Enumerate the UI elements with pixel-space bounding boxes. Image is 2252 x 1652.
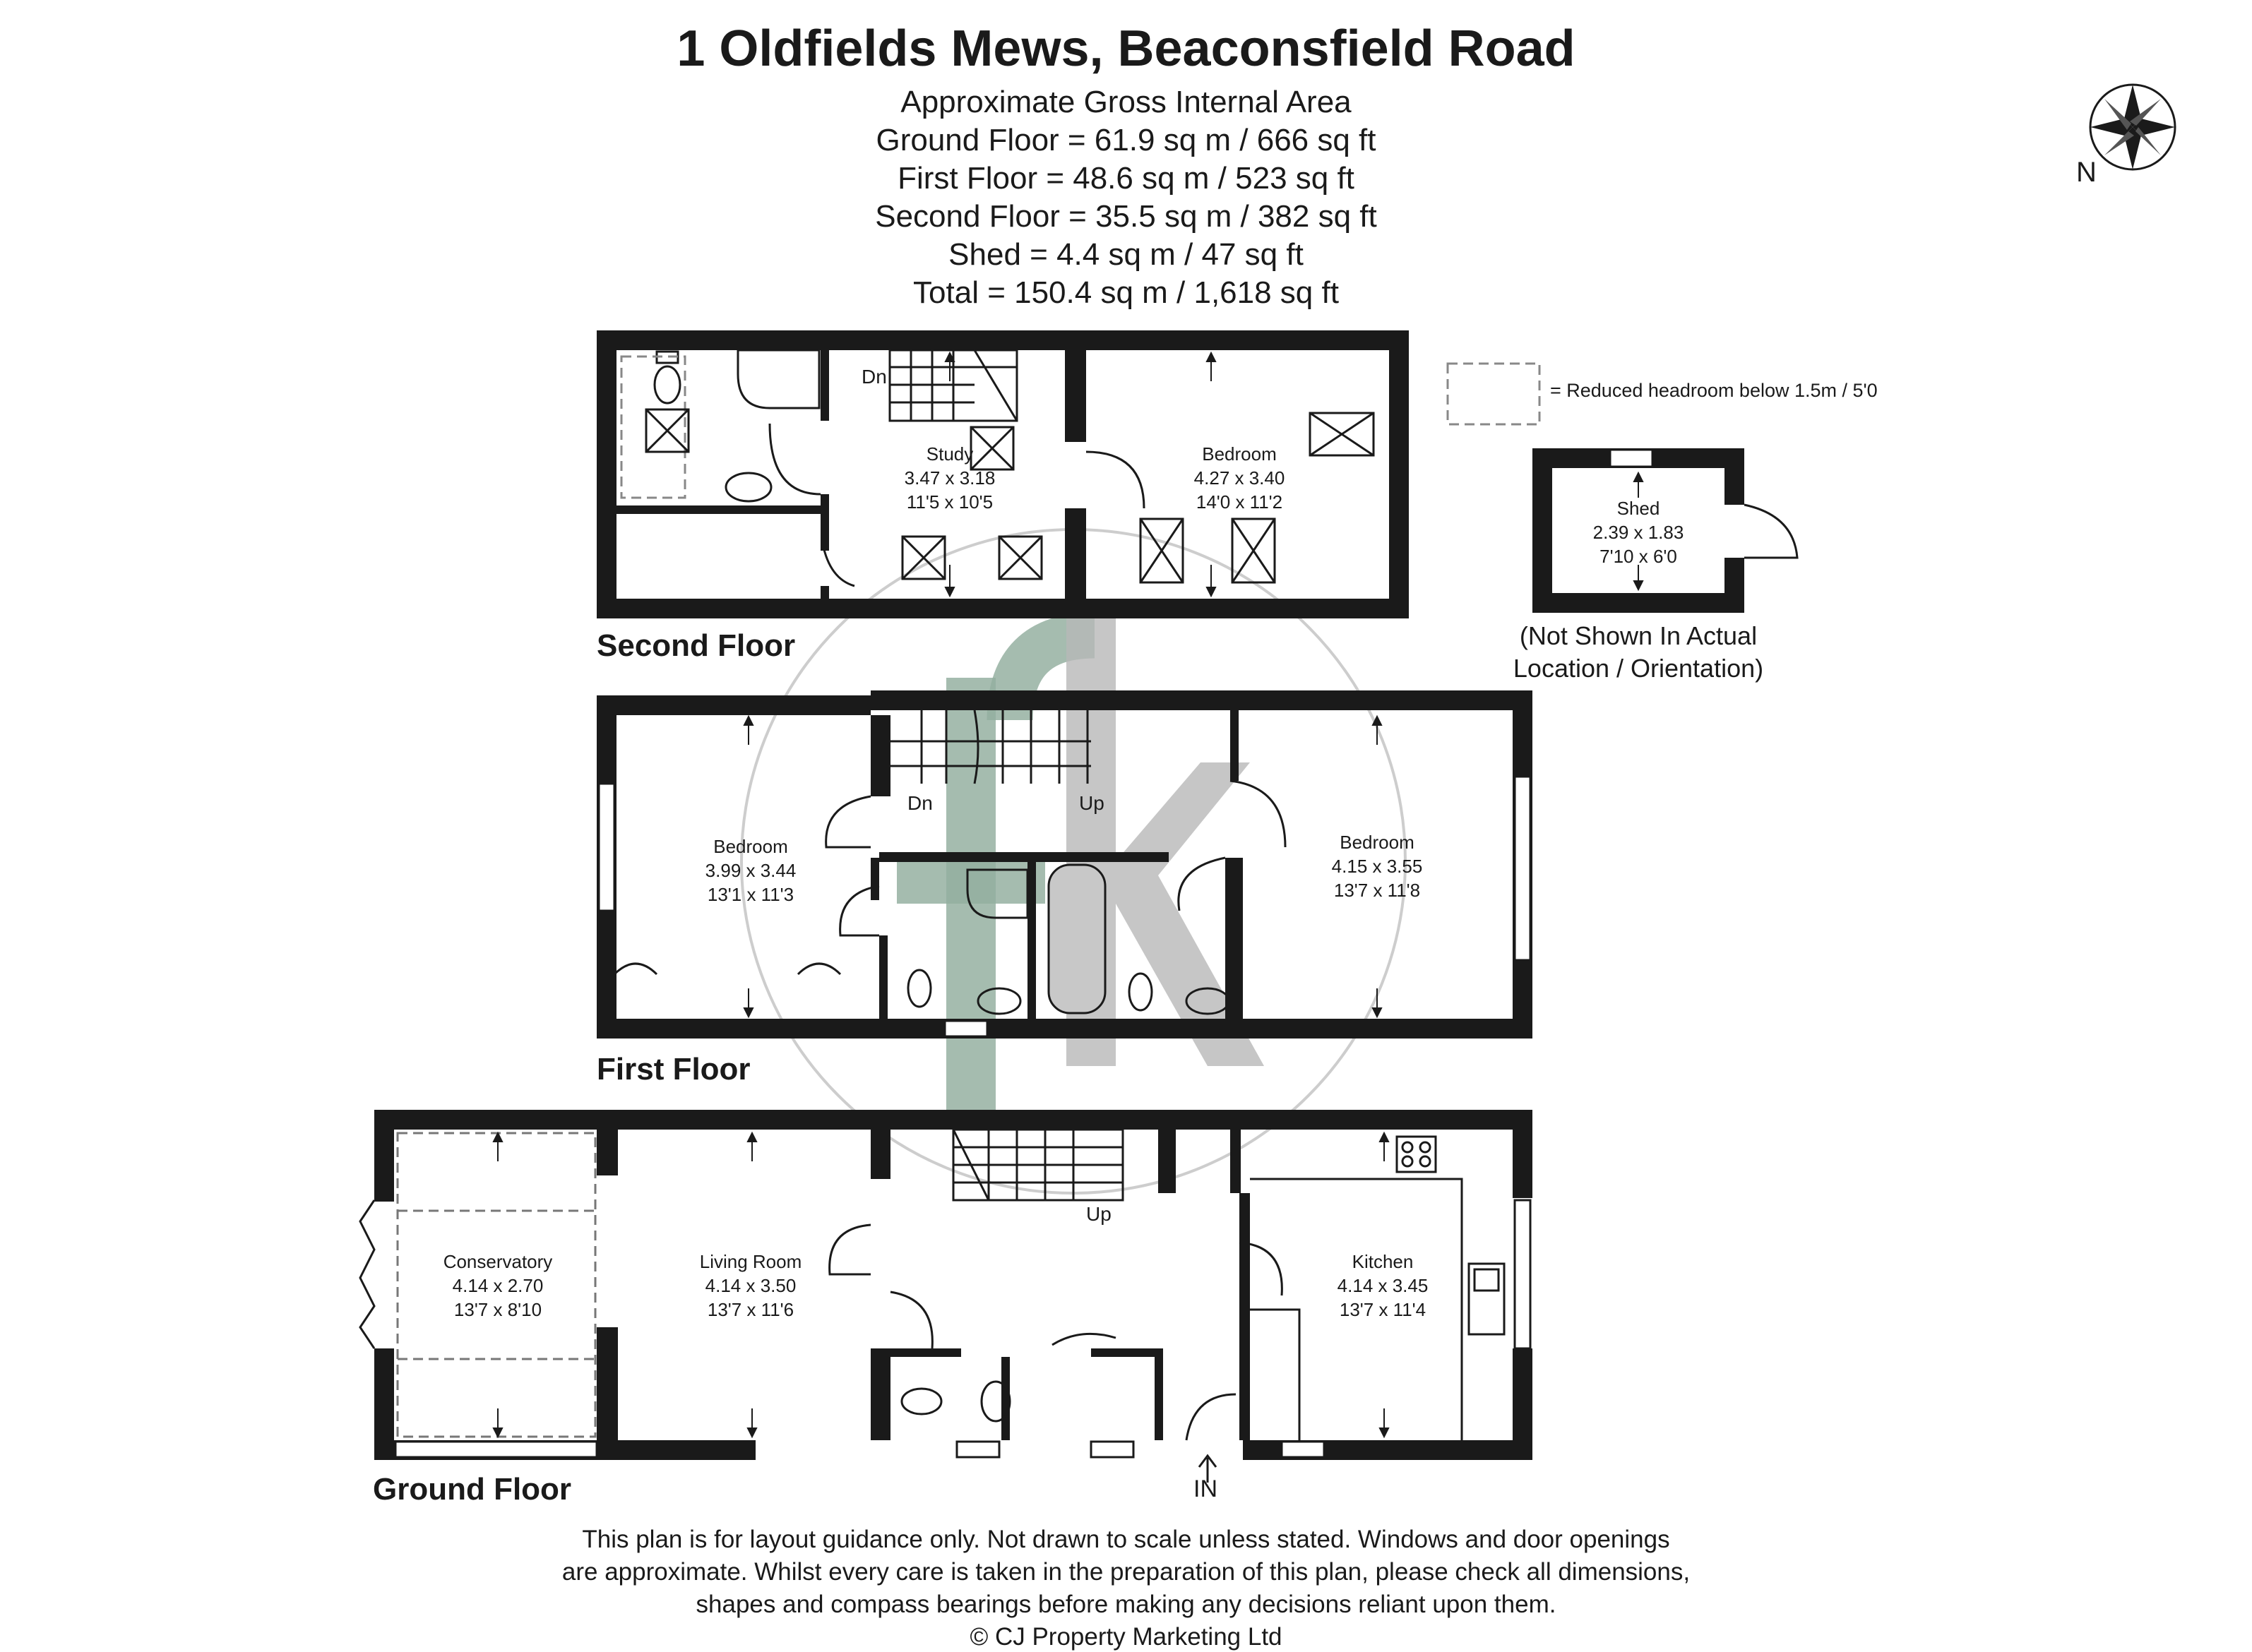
room-name: Bedroom <box>1202 443 1277 465</box>
floor-label-second: Second Floor <box>597 628 796 663</box>
compass-north-label: N <box>2076 157 2097 188</box>
area-line-second: Second Floor = 35.5 sq m / 382 sq ft <box>875 199 1377 234</box>
legend-reduced-headroom: = Reduced headroom below 1.5m / 5'0 <box>1550 380 1878 401</box>
room-second-bedroom <box>1194 442 1285 514</box>
room-name: Shed <box>1616 498 1660 519</box>
room-name: Bedroom <box>1340 832 1414 853</box>
disclaimer-line: shapes and compass bearings before making any decisions reliant upon them. <box>696 1591 1556 1618</box>
disclaimer-line: This plan is for layout guidance only. Not drawn to scale unless stated. Windows and door openings <box>582 1526 1670 1553</box>
room-metric: 2.39 x 1.83 <box>1592 522 1684 543</box>
area-line-ground: Ground Floor = 61.9 sq m / 666 sq ft <box>876 123 1376 157</box>
room-imperial: 13'7 x 11'8 <box>1333 880 1421 901</box>
room-kitchen <box>1338 1250 1429 1322</box>
stairs-up-label: Up <box>1086 1203 1112 1225</box>
entrance-label: IN <box>1193 1476 1217 1502</box>
copyright-line: © CJ Property Marketing Ltd <box>970 1623 1282 1651</box>
dashed-rectangle-icon <box>1448 364 1539 424</box>
shed-note-line: Location / Orientation) <box>1513 654 1764 683</box>
room-imperial: 11'5 x 10'5 <box>906 491 994 513</box>
floor-label-first: First Floor <box>597 1052 751 1087</box>
area-line-total: Total = 150.4 sq m / 1,618 sq ft <box>913 275 1339 310</box>
room-living-room <box>700 1250 802 1322</box>
room-metric: 3.47 x 3.18 <box>904 467 996 489</box>
area-line-shed: Shed = 4.4 sq m / 47 sq ft <box>948 237 1304 272</box>
room-name: Kitchen <box>1352 1251 1414 1272</box>
disclaimer-line: are approximate. Whilst every care is taken in the preparation of this plan, please check all dimensions, <box>561 1558 1691 1586</box>
room-second-study <box>905 442 996 514</box>
room-imperial: 13'7 x 8'10 <box>453 1299 542 1320</box>
room-metric: 4.14 x 2.70 <box>452 1275 544 1296</box>
room-imperial: 14'0 x 11'2 <box>1196 491 1283 513</box>
stairs-down-label: Dn <box>862 366 887 388</box>
room-first-bedroom-left <box>705 834 797 906</box>
room-metric: 3.99 x 3.44 <box>705 860 797 881</box>
stairs-down-label: Dn <box>907 792 933 814</box>
shed-location-note <box>1513 620 1763 685</box>
stairs-up-label: Up <box>1079 792 1104 814</box>
room-metric: 4.14 x 3.45 <box>1337 1275 1429 1296</box>
room-first-bedroom-right <box>1332 830 1423 902</box>
disclaimer <box>0 1524 2252 1652</box>
room-name: Study <box>926 443 974 465</box>
area-line-heading: Approximate Gross Internal Area <box>900 85 1352 119</box>
compass-rose-icon <box>2090 85 2175 169</box>
room-imperial: 13'7 x 11'6 <box>707 1299 794 1320</box>
room-imperial: 13'7 x 11'4 <box>1339 1299 1426 1320</box>
room-metric: 4.27 x 3.40 <box>1193 467 1285 489</box>
floor-label-ground: Ground Floor <box>373 1472 572 1507</box>
room-metric: 4.15 x 3.55 <box>1331 856 1423 877</box>
shed-note-line: (Not Shown In Actual <box>1519 621 1758 650</box>
area-line-first: First Floor = 48.6 sq m / 523 sq ft <box>898 161 1354 196</box>
bath-icon <box>1049 865 1105 1013</box>
room-name: Bedroom <box>713 836 788 857</box>
room-name: Living Room <box>699 1251 802 1272</box>
room-name: Conservatory <box>443 1251 553 1272</box>
room-shed <box>1593 496 1684 568</box>
room-metric: 4.14 x 3.50 <box>705 1275 797 1296</box>
room-imperial: 13'1 x 11'3 <box>707 884 794 905</box>
property-title: 1 Oldfields Mews, Beaconsfield Road <box>677 20 1575 77</box>
room-conservatory <box>443 1250 553 1322</box>
room-imperial: 7'10 x 6'0 <box>1599 546 1677 567</box>
